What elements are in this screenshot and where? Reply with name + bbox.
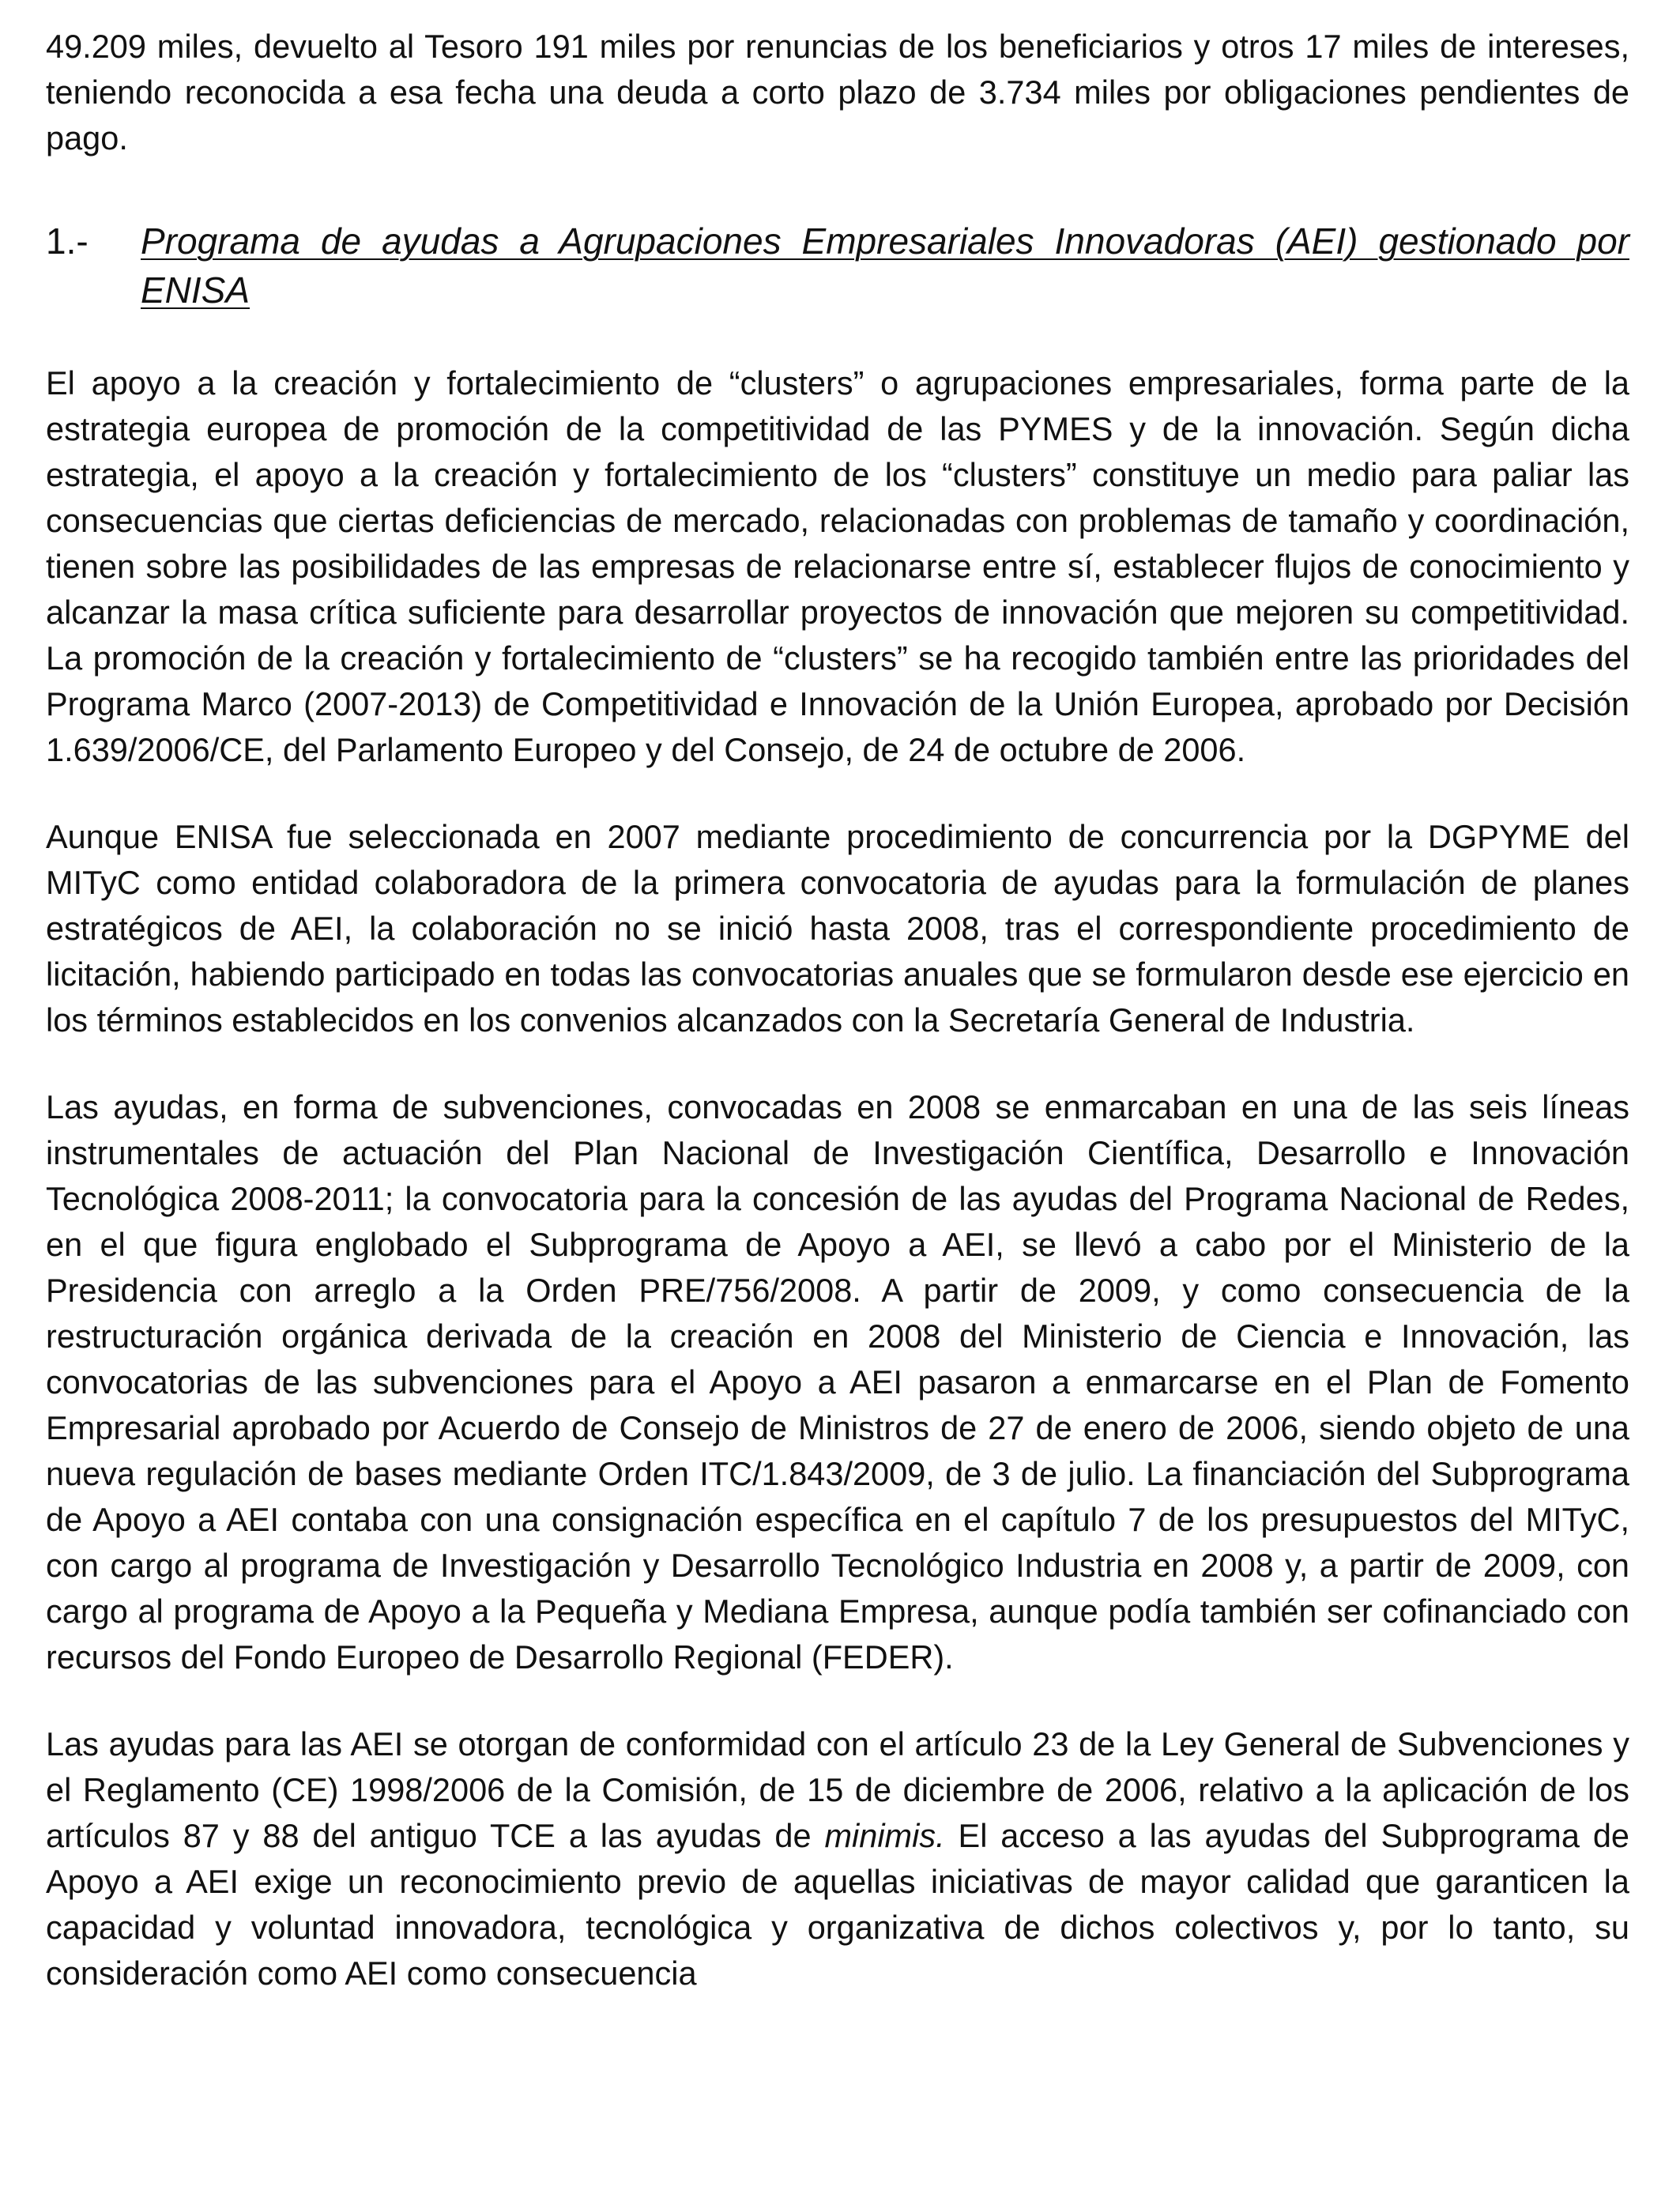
section-title: Programa de ayudas a Agrupaciones Empresariales Innovadoras (AEI) gestionado por ENISA: [141, 221, 1629, 311]
paragraph-text-part: El acceso a las ayudas del Subprograma de Apoyo a AEI exige un reconocimiento previo de aquellas iniciativas de mayor calidad que garanticen la capacidad y voluntad innovadora, tecnológica y organizativa de dichos colectivos y, por lo tanto, su consideración como AEI como consecuencia: [46, 1817, 1629, 1992]
paragraph-ayudas-aei: [46, 1721, 1629, 1996]
document-page: [46, 24, 1629, 1996]
section-heading: [46, 217, 1629, 315]
italic-term: minimis.: [824, 1817, 945, 1854]
paragraph-subvenciones: Las ayudas, en forma de subvenciones, convocadas en 2008 se enmarcaban en una de las seis líneas instrumentales de actuación del Plan Nacional de Investigación Científica, Desarrollo e Innovación Tecnológica 2008-2011; la convocatoria para la concesión de las ayudas del Programa Nacional de Redes, en el que figura englobado el Subprograma de Apoyo a AEI, se llevó a cabo por el Ministerio de la Presidencia con arreglo a la Orden PRE/756/2008. A partir de 2009, y como consecuencia de la restructuración orgánica derivada de la creación en 2008 del Ministerio de Ciencia e Innovación, las convocatorias de las subvenciones para el Apoyo a AEI pasaron a enmarcarse en el Plan de Fomento Empresarial aprobado por Acuerdo de Consejo de Ministros de 27 de enero de 2006, siendo objeto de una nueva regulación de bases mediante Orden ITC/1.843/2009, de 3 de julio. La financiación del Subprograma de Apoyo a AEI contaba con una consignación específica en el capítulo 7 de los presupuestos del MITyC, con cargo al programa de Investigación y Desarrollo Tecnológico Industria en 2008 y, a partir de 2009, con cargo al programa de Apoyo a la Pequeña y Mediana Empresa, aunque podía también ser cofinanciado con recursos del Fondo Europeo de Desarrollo Regional (FEDER).: [46, 1088, 1629, 1676]
paragraph-text-part: Las ayudas para las AEI se otorgan de conformidad con el artículo 23 de la Ley General de Subvenciones y el Reglamento (CE) 1998/2006 de la Comisión, de 15 de diciembre de 2006, relativo a la aplicación de los artículos 87 y 88 del antiguo TCE a las ayudas de: [46, 1725, 1629, 1854]
intro-paragraph: 49.209 miles, devuelto al Tesoro 191 miles por renuncias de los beneficiarios y otros 17 miles de intereses, teniendo reconocida a esa fecha una deuda a corto plazo de 3.734 miles por obligaciones pendientes de pago.: [46, 28, 1629, 156]
paragraph-enisa: Aunque ENISA fue seleccionada en 2007 mediante procedimiento de concurrencia por la DGPYME del MITyC como entidad colaboradora de la primera convocatoria de ayudas para la formulación de planes estratégicos de AEI, la colaboración no se inició hasta 2008, tras el correspondiente procedimiento de licitación, habiendo participado en todas las convocatorias anuales que se formularon desde ese ejercicio en los términos establecidos en los convenios alcanzados con la Secretaría General de Industria.: [46, 818, 1629, 1039]
section-number: 1.-: [46, 221, 89, 262]
paragraph-clusters: El apoyo a la creación y fortalecimiento de “clusters” o agrupaciones empresariales, forma parte de la estrategia europea de promoción de la competitividad de las PYMES y de la innovación. Según dicha estrategia, el apoyo a la creación y fortalecimiento de los “clusters” constituye un medio para paliar las consecuencias que ciertas deficiencias de mercado, relacionadas con problemas de tamaño y coordinación, tienen sobre las posibilidades de las empresas de relacionarse entre sí, establecer flujos de conocimiento y alcanzar la masa crítica suficiente para desarrollar proyectos de innovación que mejoren su competitividad. La promoción de la creación y fortalecimiento de “clusters” se ha recogido también entre las prioridades del Programa Marco (2007-2013) de Competitividad e Innovación de la Unión Europea, aprobado por Decisión 1.639/2006/CE, del Parlamento Europeo y del Consejo, de 24 de octubre de 2006.: [46, 364, 1629, 768]
